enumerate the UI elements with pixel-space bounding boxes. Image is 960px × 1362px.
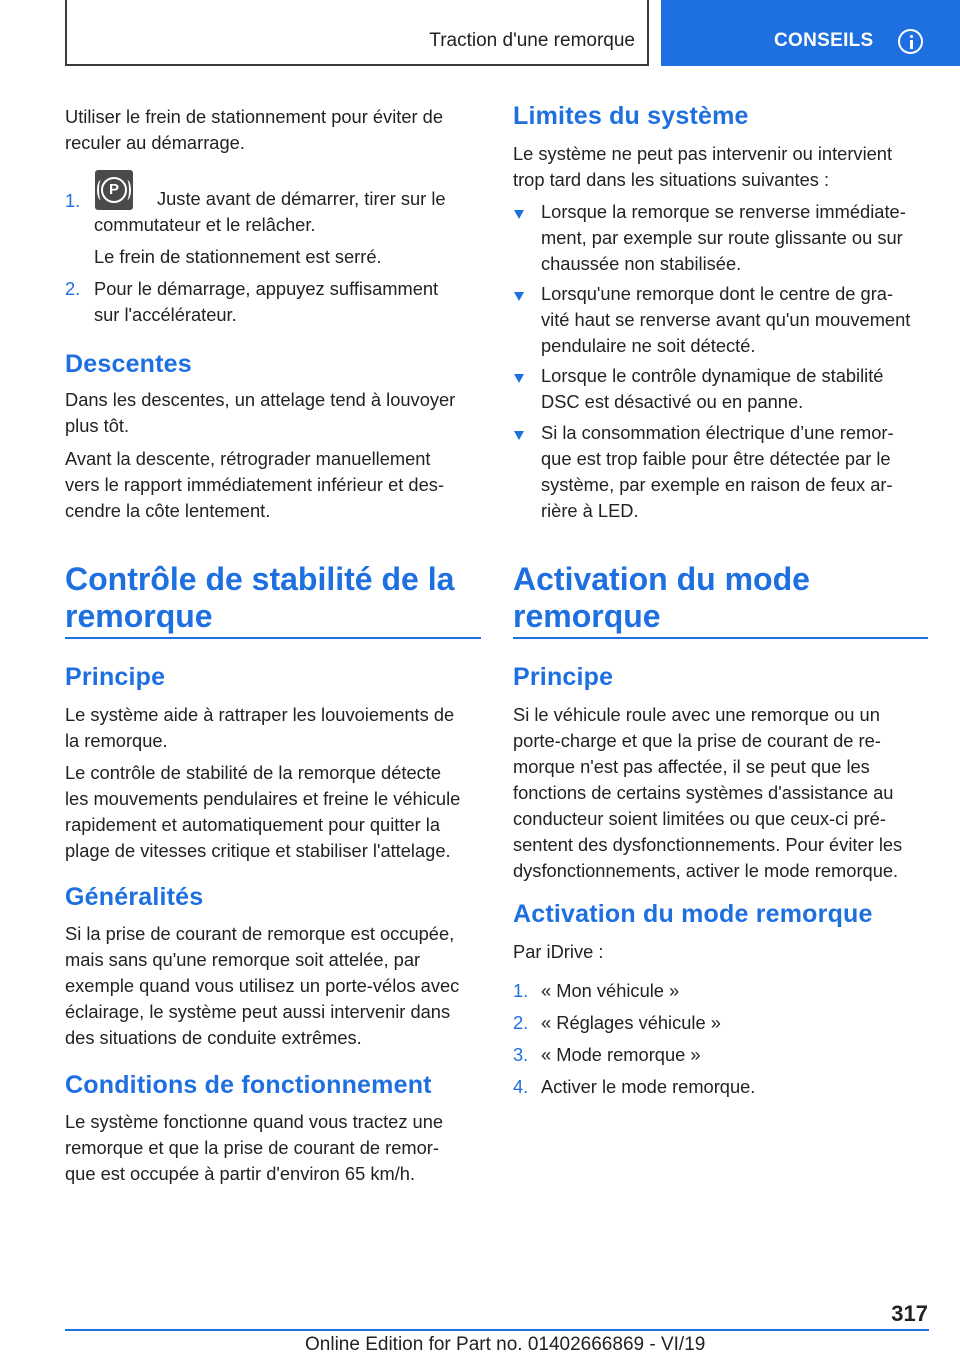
activation-intro: Par iDrive : [513, 941, 604, 962]
heading-conditions: Conditions de fonctionnement [65, 1071, 432, 1099]
chapter-title-line-2: remorque [65, 598, 213, 634]
step-number: 3. [513, 1044, 529, 1065]
bullet-triangle-icon [514, 210, 524, 219]
limites-item-1-line-1: Lorsque la remorque se renverse immédiate- [541, 201, 906, 222]
conditions-line-2: remorque et que la prise de courant de remor- [65, 1137, 439, 1158]
limites-item-3-line-2: DSC est désactivé ou en panne. [541, 391, 804, 412]
generalites-line-3: exemple quand vous utilisez un porte-vélos avec [65, 975, 460, 996]
limites-item-4-line-4: rière à LED. [541, 500, 639, 521]
step-1-line-1: Juste avant de démarrer, tirer sur le [157, 188, 446, 209]
generalites-line-2: mais sans qu'une remorque soit attelée, par [65, 949, 421, 970]
principe-line-4: fonctions de certains systèmes d'assistance au [513, 782, 894, 803]
bullet-triangle-icon [514, 431, 524, 440]
heading-descentes: Descentes [65, 350, 192, 378]
generalites-line-4: éclairage, le système peut aussi intervenir dans [65, 1001, 451, 1022]
limites-item-1-line-2: ment, par exemple sur route glissante ou sur [541, 227, 903, 248]
step-number: 2. [65, 278, 81, 299]
header-section-tab[interactable] [661, 0, 960, 66]
limites-item-2-line-1: Lorsqu'une remorque dont le centre de gra- [541, 283, 894, 304]
descentes-p2-line-1: Avant la descente, rétrograder manuellement [65, 448, 431, 469]
heading-principe: Principe [513, 663, 614, 691]
header-title: Traction d'une remorque [429, 30, 635, 51]
limites-item-1-line-3: chaussée non stabilisée. [541, 253, 742, 274]
conditions-line-3: que est occupée à partir d'environ 65 km/h. [65, 1163, 416, 1184]
limites-intro-line-2: trop tard dans les situations suivantes : [513, 169, 830, 190]
principe-line-5: conducteur soient limitées ou que ceux-ci pré- [513, 808, 886, 829]
heading-activation-mode: Activation du mode remorque [513, 900, 873, 928]
descentes-p2-line-3: cendre la côte lentement. [65, 500, 271, 521]
intro-line-1: Utiliser le frein de stationnement pour éviter de [65, 106, 444, 127]
activation-step-4: Activer le mode remorque. [541, 1076, 756, 1097]
chapter-title-line-1: Contrôle de stabilité de la [65, 561, 455, 597]
chapter-title-line-2: remorque [513, 598, 661, 634]
header-section-label: CONSEILS [774, 30, 874, 51]
principe-p2-line-2: les mouvements pendulaires et freine le véhicule [65, 788, 461, 809]
step-1-note: Le frein de stationnement est serré. [94, 246, 382, 267]
principe-line-6: sentent des dysfonctionnements. Pour éviter les [513, 834, 903, 855]
activation-step-2: « Réglages véhicule » [541, 1012, 721, 1033]
principe-line-2: porte-charge et que la prise de courant de re- [513, 730, 881, 751]
principe-p2-line-4: plage de vitesses critique et stabiliser l'attelage. [65, 840, 451, 861]
principe-line-7: dysfonctionnements, activer le mode remorque. [513, 860, 899, 881]
principe-p2-line-3: rapidement et automatiquement pour quitter la [65, 814, 440, 835]
limites-item-4-line-1: Si la consommation électrique d’une remor- [541, 422, 894, 443]
step-number: 4. [513, 1076, 529, 1097]
chapter-rule [513, 637, 928, 639]
principe-p2-line-1: Le contrôle de stabilité de la remorque détecte [65, 762, 442, 783]
descentes-p1-line-2: plus tôt. [65, 415, 130, 436]
principe-line-1: Si le véhicule roule avec une remorque ou un [513, 704, 880, 725]
step-number: 2. [513, 1012, 529, 1033]
info-icon[interactable] [898, 29, 923, 54]
generalites-line-1: Si la prise de courant de remorque est occupée, [65, 923, 455, 944]
limites-item-4-line-3: système, par exemple en raison de feux ar- [541, 474, 893, 495]
principe-p1-line-1: Le système aide à rattraper les louvoiements de [65, 704, 455, 725]
intro-line-2: reculer au démarrage. [65, 132, 245, 153]
header-title-box [65, 0, 649, 66]
principe-line-3: morque n'est pas affectée, il se peut que les [513, 756, 870, 777]
limites-item-2-line-3: pendulaire ne soit détecté. [541, 335, 756, 356]
step-number: 1. [65, 190, 81, 211]
footer-rule [65, 1329, 929, 1331]
page-number: 317 [891, 1301, 928, 1326]
chapter-title-line-1: Activation du mode [513, 561, 810, 597]
heading-limites: Limites du système [513, 102, 749, 130]
limites-item-2-line-2: vité haut se renverse avant qu'un mouvement [541, 309, 911, 330]
step-2-line-2: sur l'accélérateur. [94, 304, 237, 325]
activation-step-1: « Mon véhicule » [541, 980, 680, 1001]
step-2-line-1: Pour le démarrage, appuyez suffisamment [94, 278, 439, 299]
conditions-line-1: Le système fonctionne quand vous tractez une [65, 1111, 444, 1132]
chapter-rule [65, 637, 481, 639]
principe-p1-line-2: la remorque. [65, 730, 168, 751]
limites-item-4-line-2: que est trop faible pour être détectée par le [541, 448, 891, 469]
descentes-p2-line-2: vers le rapport immédiatement inférieur et des- [65, 474, 444, 495]
heading-generalites: Généralités [65, 883, 204, 911]
edition-label: Online Edition for Part no. 01402666869 - VI/19 [305, 1334, 706, 1355]
activation-step-3: « Mode remorque » [541, 1044, 701, 1065]
limites-intro-line-1: Le système ne peut pas intervenir ou intervient [513, 143, 893, 164]
bullet-triangle-icon [514, 292, 524, 301]
parking-brake-icon: P [95, 170, 133, 210]
bullet-triangle-icon [514, 374, 524, 383]
generalites-line-5: des situations de conduite extrêmes. [65, 1027, 362, 1048]
limites-item-3-line-1: Lorsque le contrôle dynamique de stabilité [541, 365, 884, 386]
step-1-line-2: commutateur et le relâcher. [94, 214, 316, 235]
heading-principe: Principe [65, 663, 166, 691]
step-number: 1. [513, 980, 529, 1001]
descentes-p1-line-1: Dans les descentes, un attelage tend à louvoyer [65, 389, 456, 410]
